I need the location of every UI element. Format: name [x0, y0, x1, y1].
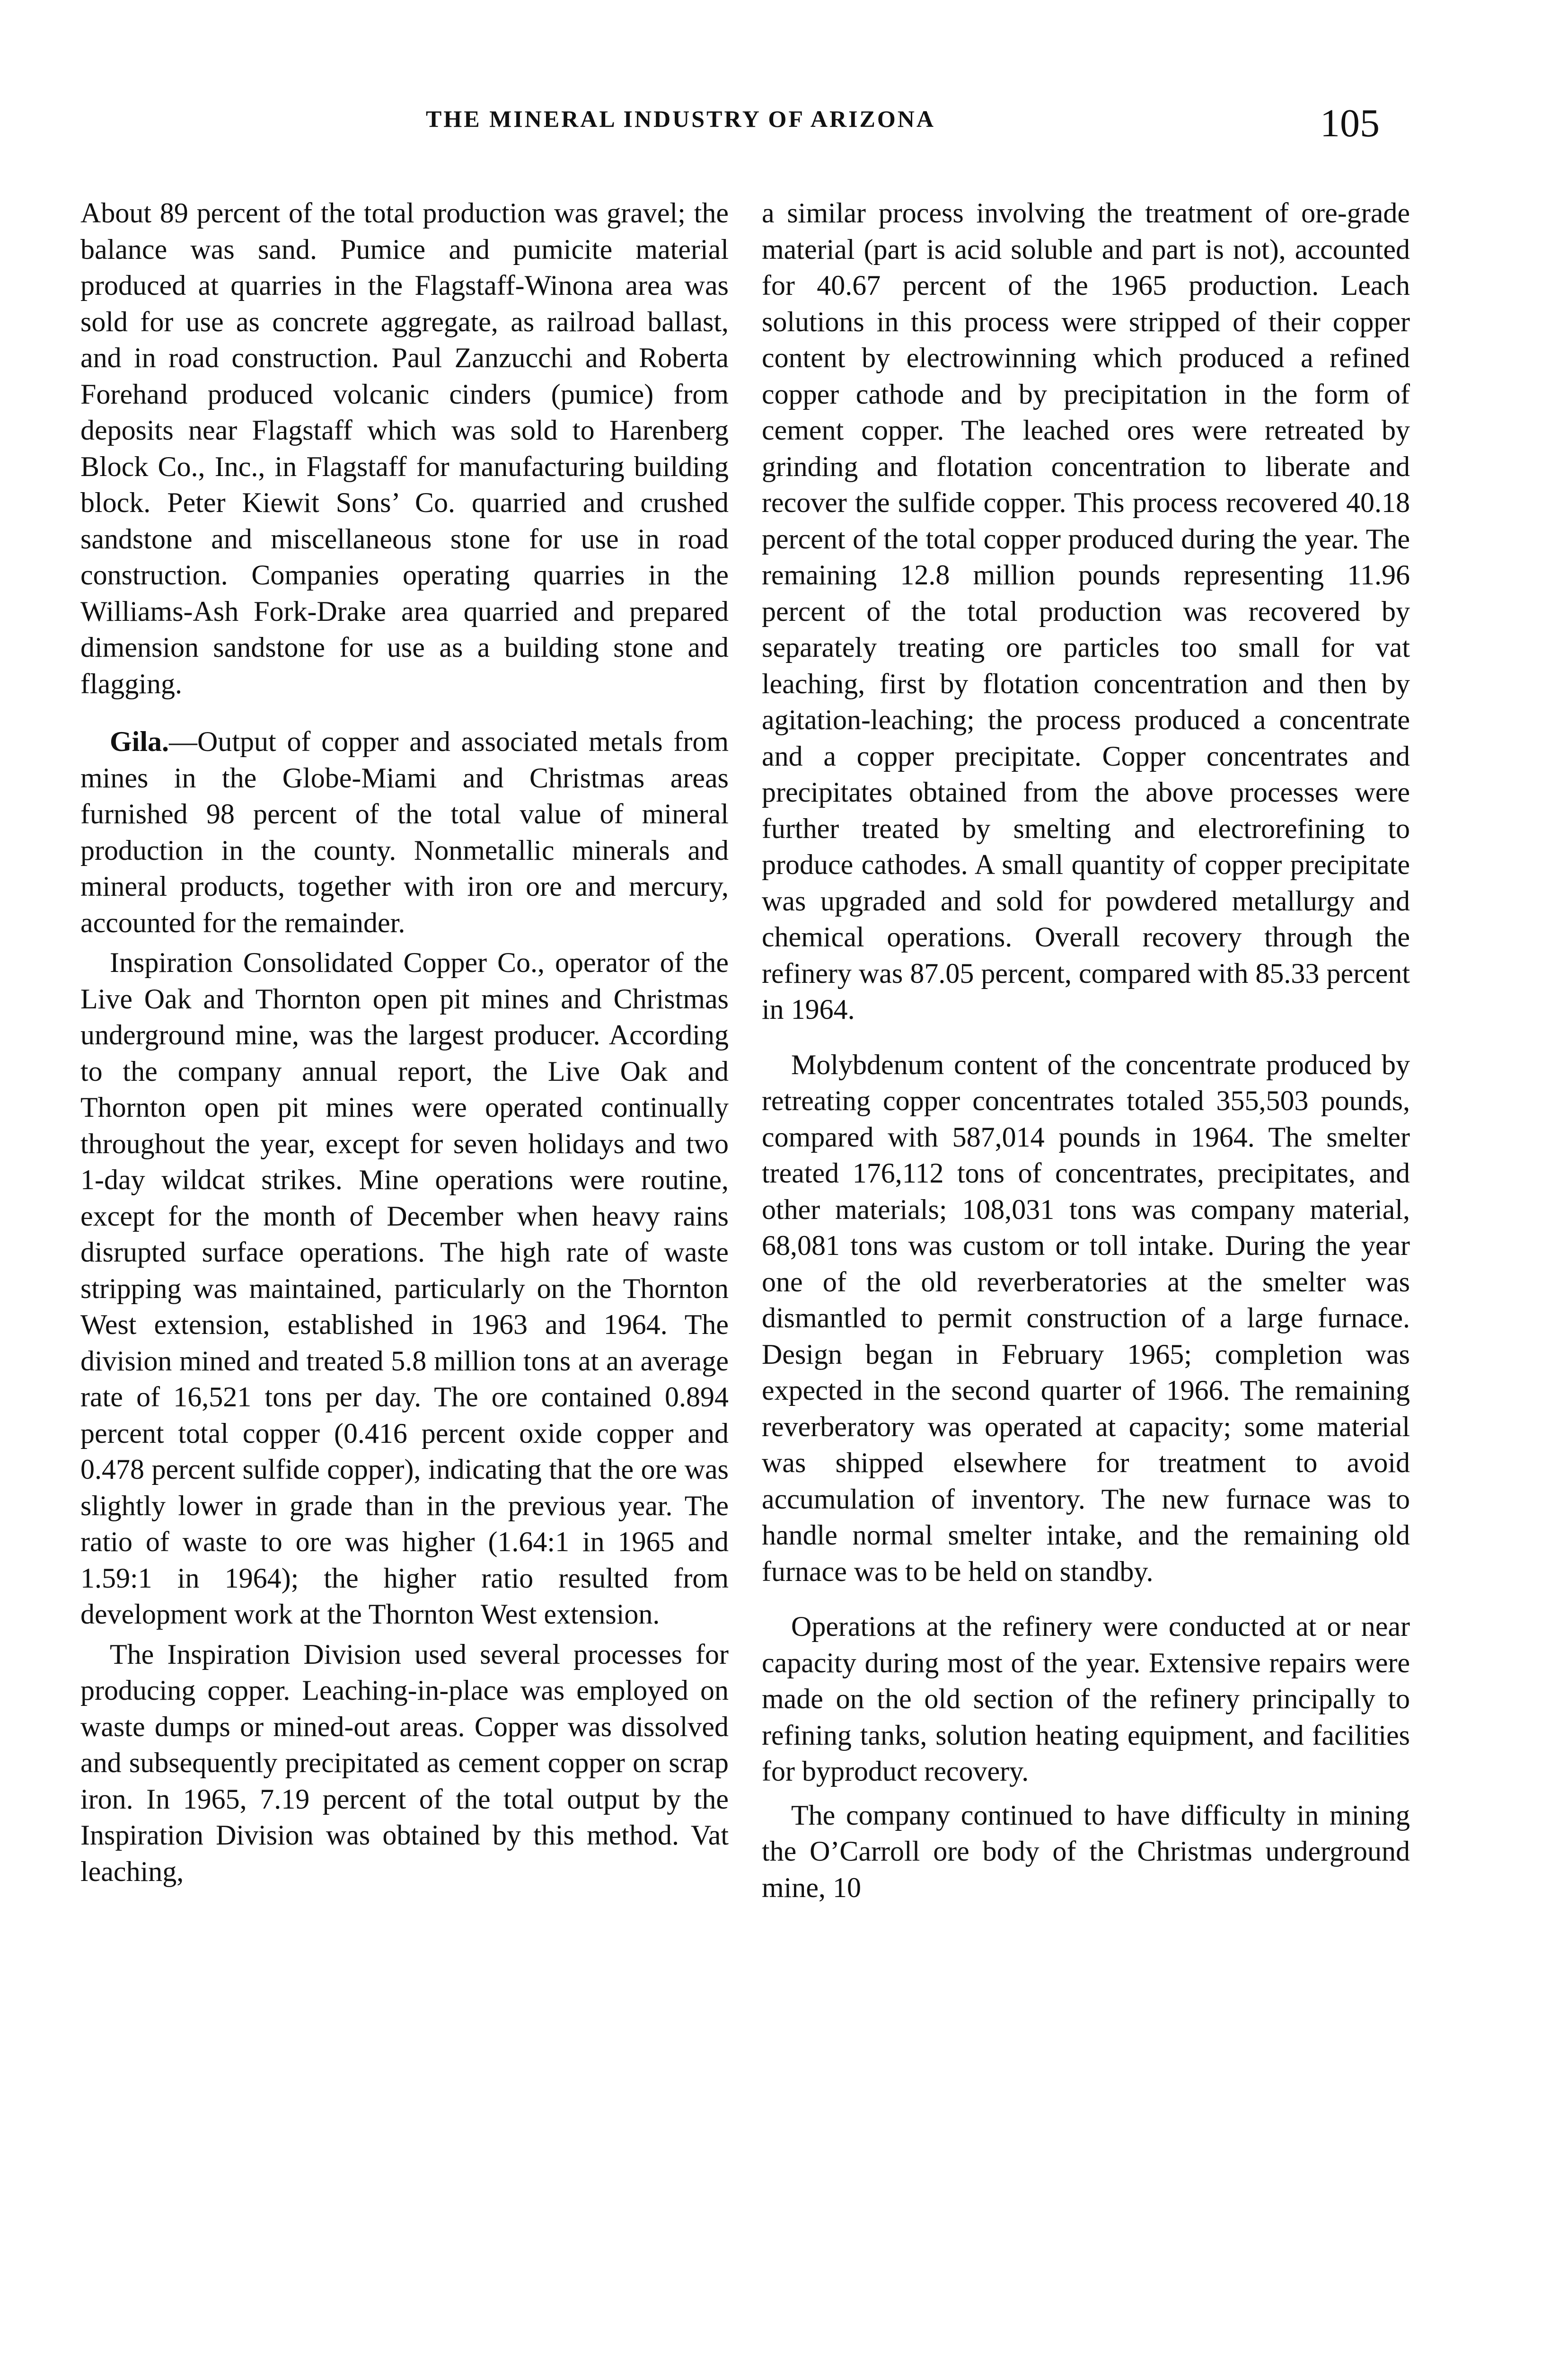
paragraph-refinery: Operations at the refinery were conducted at or near capacity during most of the year. Extensive repairs were made on the old section of the refinery principally to refining tanks, solution heating equipment, and facilities for byproduct recovery.	[762, 1611, 1410, 1787]
paragraph-sand-gravel: About 89 percent of the total production was gravel; the balance was sand. Pumice and pumicite material produced at quarries in the Flagstaff-Winona area was sold for use as concrete aggregate, as railroad ballast, and in road construction. Paul Zanzucchi and Roberta Forehand produced volcanic cinders (pumice) from deposits near Flagstaff which was sold to Harenberg Block Co., Inc., in Flagstaff for manufacturing building block. Peter Kiewit Sons’ Co. quarried and crushed sandstone and miscellaneous stone for use in road construction. Companies operating quarries in the Williams-Ash Fork-Drake area quarried and prepared dimension sandstone for use as a building stone and flagging.	[80, 197, 729, 699]
paragraph-gila-county	[80, 724, 729, 941]
left-column	[80, 195, 729, 1889]
paragraph-gila-text: —Output of copper and associated metals from mines in the Globe-Miami and Christmas areas furnished 98 percent of the total value of mineral production in the county. Nonmetallic minerals and mineral products, together with iron ore and mercury, accounted for the remainder.	[80, 726, 729, 938]
running-header: THE MINERAL INDUSTRY OF ARIZONA	[426, 106, 936, 132]
paragraph-inspiration-processes: The Inspiration Division used several processes for producing copper. Leaching-in-place was employed on waste dumps or mined-out areas. Copper was dissolved and subsequently precipitated as cement copper on scrap iron. In 1965, 7.19 percent of the total output by the Inspiration Division was obtained by this method. Vat leaching,	[80, 1638, 729, 1887]
paragraph-molybdenum: Molybdenum content of the concentrate produced by retreating copper concentrates totaled 355,503 pounds, compared with 587,014 pounds in 1964. The smelter treated 176,112 tons of concentrates, precipitates, and other materials; 108,031 tons was company material, 68,081 tons was custom or toll intake. During the year one of the old reverberatories at the smelter was dismantled to permit construction of a large furnace. Design began in February 1965; completion was expected in the second quarter of 1966. The remaining reverberatory was operated at capacity; some material was shipped elsewhere for treatment to avoid accumulation of inventory. The new furnace was to handle normal smelter intake, and the remaining old furnace was to be held on standby.	[762, 1049, 1410, 1587]
paragraph-ocarroll: The company continued to have difficulty in mining the O’Carroll ore body of the Christmas underground mine, 10	[762, 1799, 1410, 1903]
right-column	[762, 195, 1410, 1906]
county-heading-gila: Gila.	[110, 726, 169, 757]
paragraph-inspiration-copper: Inspiration Consolidated Copper Co., operator of the Live Oak and Thornton open pit mines and Christmas underground mine, was the largest producer. According to the company annual report, the Live Oak and Thornton open pit mines were operated continually throughout the year, except for seven holidays and two 1-day wildcat strikes. Mine operations were routine, except for the month of December when heavy rains disrupted surface operations. The high rate of waste stripping was maintained, particularly on the Thornton West extension, established in 1963 and 1964. The division mined and treated 5.8 million tons at an average rate of 16,521 tons per day. The ore contained 0.894 percent total copper (0.416 percent oxide copper and 0.478 percent sulfide copper), indicating that the ore was slightly lower in grade than in the previous year. The ratio of waste to ore was higher (1.64:1 in 1965 and 1.59:1 in 1964); the higher ratio resulted from development work at the Thornton West extension.	[80, 947, 729, 1630]
page-number: 105	[1320, 101, 1380, 145]
paragraph-vat-leaching: a similar process involving the treatment of ore-grade material (part is acid soluble and part is not), accounted for 40.67 percent of the 1965 production. Leach solutions in this process were stripped of their copper content by electrowinning which produced a refined copper cathode and by precipitation in the form of cement copper. The leached ores were retreated by grinding and flotation concentration to liberate and recover the sulfide copper. This process recovered 40.18 percent of the total copper produced during the year. The remaining 12.8 million pounds representing 11.96 percent of the total production was recovered by separately treating ore particles too small for vat leaching, first by flotation concentration and then by agitation-leaching; the process produced a concentrate and a copper precipitate. Copper concentrates and precipitates obtained from the above processes were further treated by smelting and electrorefining to produce cathodes. A small quantity of copper precipitate was upgraded and sold for powdered metallurgy and chemical operations. Overall recovery through the refinery was 87.05 percent, compared with 85.33 percent in 1964.	[762, 197, 1410, 1025]
